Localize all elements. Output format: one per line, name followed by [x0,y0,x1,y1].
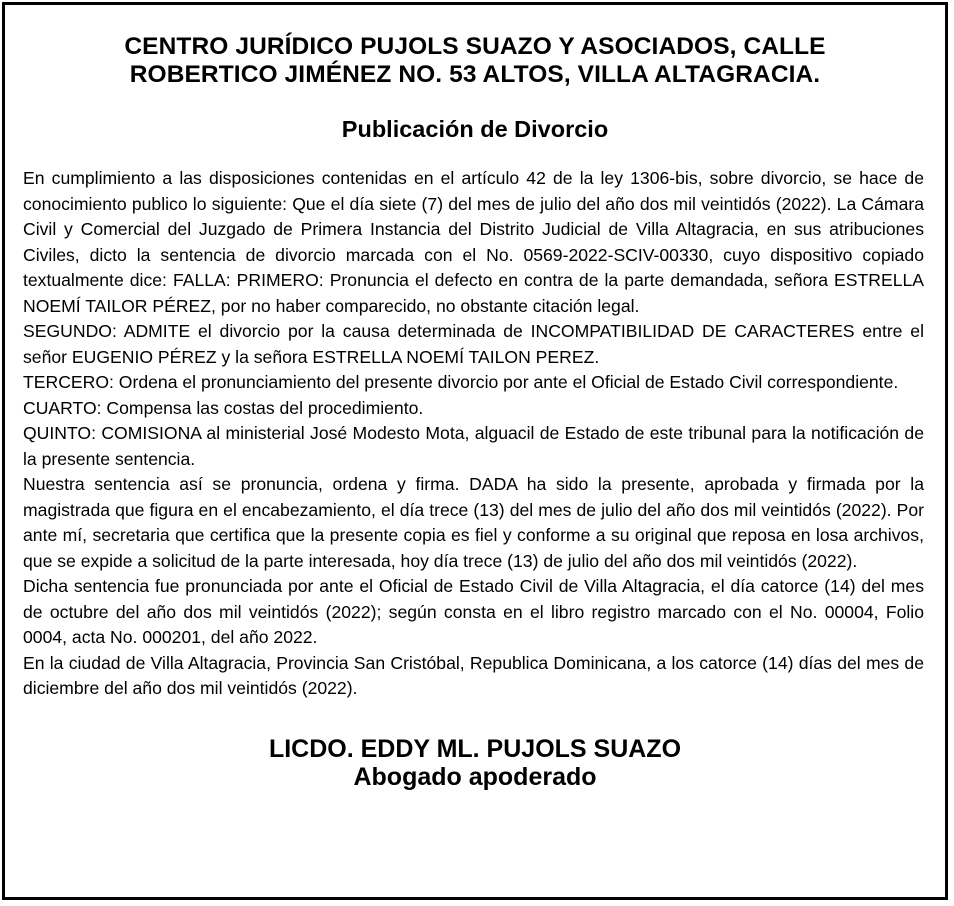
paragraph-sentencia: Nuestra sentencia así se pronuncia, ordena y firma. DADA ha sido la presente, aprobada y firmada por la magistrada que figura en el encabezamiento, el día trece (13) del mes de julio del año dos mil veintidós (2022). Por ante mí, secretaria que certifica que la presente copia es fiel y conforme a su original que reposa en losa archivos, que se expide a solicitud de la parte interesada, hoy día trece (13) de julio del año dos mil veintidós (2022). [23,474,924,571]
notice-header [35,33,915,89]
paragraph-cuarto: CUARTO: Compensa las costas del procedimiento. [23,397,424,418]
signature-name: LICDO. EDDY ML. PUJOLS SUAZO [268,734,682,763]
notice-title: Publicación de Divorcio [341,116,609,142]
paragraph-segundo: SEGUNDO: ADMITE el divorcio por la causa determinada de INCOMPATIBILIDAD DE CARACTERES entre el señor EUGENIO PÉREZ y la señora ESTRELLA NOEMÍ TAILON PEREZ. [23,321,924,367]
paragraph-pronunciada: Dicha sentencia fue pronunciada por ante el Oficial de Estado Civil de Villa Altagracia, el día catorce (14) del mes de octubre del año dos mil veintidós (2022); según consta en el libro registro marcado con el No. 00004, Folio 0004, acta No. 000201, del año 2022. [23,576,924,647]
notice-body [23,166,924,702]
header-line-2: ROBERTICO JIMÉNEZ NO. 53 ALTOS, VILLA ALTAGRACIA. [129,61,821,88]
header-line-1: CENTRO JURÍDICO PUJOLS SUAZO Y ASOCIADOS, CALLE [124,33,826,60]
paragraph-intro: En cumplimiento a las disposiciones contenidas en el artículo 42 de la ley 1306-bis, sobre divorcio, se hace de conocimiento publico lo siguiente: Que el día siete (7) del mes de julio del año dos mil veintidós (2022). La Cámara Civil y Comercial del Juzgado de Primera Instancia del Distrito Judicial de Villa Altagracia, en sus atribuciones Civiles, dicto la sentencia de divorcio marcada con el No. 0569-2022-SCIV-00330, cuyo dispositivo copiado textualmente dice: FALLA: PRIMERO: Pronuncia el defecto en contra de la parte demandada, señora ESTRELLA NOEMÍ TAILOR PÉREZ, por no haber comparecido, no obstante citación legal. [23,168,924,316]
signature-role: Abogado apoderado [353,763,597,791]
divorce-notice [2,2,948,900]
paragraph-quinto: QUINTO: COMISIONA al ministerial José Modesto Mota, alguacil de Estado de este tribunal para la notificación de la presente sentencia. [23,423,924,469]
paragraph-tercero: TERCERO: Ordena el pronunciamiento del presente divorcio por ante el Oficial de Estado Civil correspondiente. [23,372,899,392]
paragraph-ciudad: En la ciudad de Villa Altagracia, Provincia San Cristóbal, Republica Dominicana, a los catorce (14) días del mes de diciembre del año dos mil veintidós (2022). [23,652,924,698]
signature-block [5,735,945,792]
